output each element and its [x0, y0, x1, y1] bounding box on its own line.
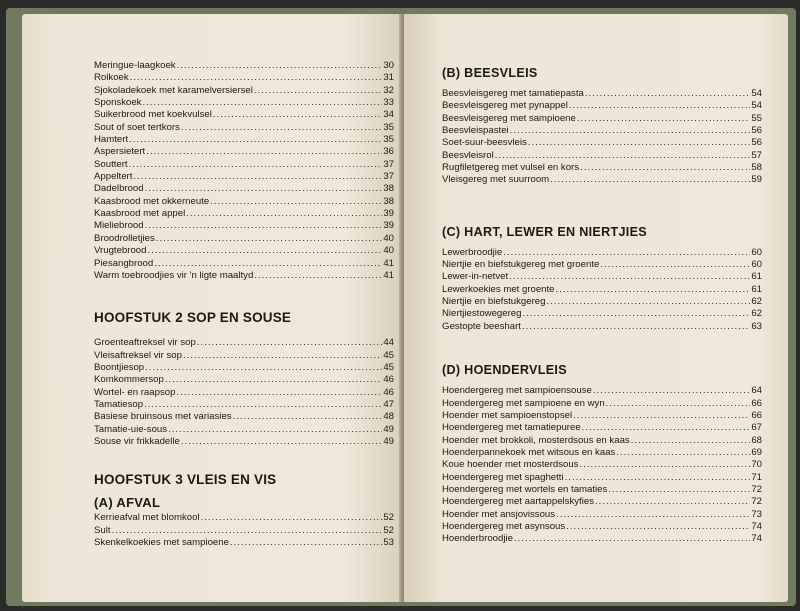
- section-c-entries: [442, 247, 762, 333]
- toc-entry-page: 66: [751, 409, 762, 421]
- toc-entry: [94, 233, 394, 245]
- toc-entry-page: 41: [383, 257, 394, 269]
- toc-entry-title: Sout of soet tertkors: [94, 121, 180, 133]
- toc-entry: [94, 60, 394, 72]
- toc-entry-title: Appeltert: [94, 171, 133, 183]
- toc-entry: [94, 337, 394, 349]
- toc-entry-title: Beesvleisrol: [442, 149, 494, 161]
- dot-leader: [556, 284, 751, 296]
- toc-entry: [94, 424, 394, 436]
- dot-leader: [130, 72, 383, 84]
- toc-entry-title: Mieliebrood: [94, 220, 144, 232]
- dot-leader: [522, 308, 750, 320]
- dot-leader: [514, 533, 750, 545]
- dot-leader: [186, 208, 382, 220]
- toc-entry-title: Tamatiesop: [94, 398, 144, 410]
- dot-leader: [580, 459, 751, 471]
- toc-entry-title: Vleisaftreksel vir sop: [94, 349, 182, 361]
- section-b-entries: [442, 88, 762, 187]
- toc-entry: [94, 374, 394, 386]
- toc-entry-page: 37: [383, 158, 394, 170]
- toc-entry-page: 52: [383, 512, 394, 524]
- toc-entry-page: 54: [751, 88, 762, 99]
- toc-entry-page: 46: [383, 386, 394, 398]
- dot-leader: [522, 321, 750, 333]
- toc-entry-title: Koue hoender met mosterdsous: [442, 459, 579, 471]
- toc-entry-page: 59: [751, 174, 762, 186]
- toc-entry-title: Warm toebroodjies vir 'n ligte maaltyd: [94, 269, 254, 281]
- toc-entry: [442, 484, 762, 496]
- dot-leader: [556, 509, 750, 521]
- toc-entry: [94, 270, 394, 282]
- toc-entry: [442, 472, 762, 484]
- toc-entry-page: 54: [751, 100, 762, 112]
- toc-entry-title: Sjokoladekoek met karamelversiersel: [94, 84, 253, 96]
- toc-entry-page: 44: [383, 337, 394, 349]
- toc-entry-title: Hoendergereg met tamatiepuree: [442, 422, 581, 434]
- toc-entry-title: Hoender met ansjovissous: [442, 508, 556, 520]
- toc-entry-page: 34: [383, 109, 394, 121]
- toc-entry-title: Hoendergereg met sampioensouse: [442, 385, 592, 397]
- toc-entry: [94, 411, 394, 423]
- toc-entry: [94, 183, 394, 195]
- chapter-3-heading: HOOFSTUK 3 VLEIS EN VIS: [94, 472, 277, 488]
- dot-leader: [580, 162, 750, 174]
- toc-entry-title: Broodrolletjies: [94, 232, 155, 244]
- toc-entry: [442, 125, 762, 137]
- toc-entry-page: 39: [383, 220, 394, 232]
- toc-entry-title: Niertjie en biefstukgereg: [442, 296, 546, 308]
- toc-entry-title: Beesvleisgereg met sampioene: [442, 112, 576, 124]
- dot-leader: [129, 134, 382, 146]
- toc-entry: [442, 162, 762, 174]
- toc-entry-page: 74: [751, 520, 762, 532]
- dot-leader: [550, 174, 750, 186]
- toc-entry-title: Hoenderpannekoek met witsous en kaas: [442, 446, 616, 458]
- toc-entry-page: 35: [383, 121, 394, 133]
- toc-entry-page: 30: [383, 60, 394, 71]
- toc-entry-page: 37: [383, 171, 394, 183]
- chapter-2-entries: [94, 337, 394, 448]
- toc-entry: [94, 97, 394, 109]
- toc-entry-title: Niertjie en biefstukgereg met groente: [442, 259, 600, 271]
- toc-entry-page: 60: [751, 246, 762, 258]
- toc-entry: [442, 247, 762, 259]
- toc-entry-page: 66: [751, 397, 762, 409]
- toc-entry-title: Kaasbrood met okkerneute: [94, 195, 210, 207]
- dot-leader: [233, 411, 383, 423]
- toc-entry: [442, 459, 762, 471]
- toc-entry-page: 36: [383, 146, 394, 158]
- toc-entry-title: Hoendergereg met wortels en tamaties: [442, 483, 608, 495]
- toc-entry: [442, 447, 762, 459]
- toc-entry: [442, 422, 762, 434]
- toc-entry-title: Vleisgereg met suurroom: [442, 174, 550, 186]
- toc-entry-title: Hoender met sampioenstopsel: [442, 409, 573, 421]
- toc-entry-title: Beesvleisgereg met tamatiepasta: [442, 88, 584, 99]
- dot-leader: [165, 374, 382, 386]
- dot-leader: [156, 233, 383, 245]
- toc-entry-page: 60: [751, 259, 762, 271]
- toc-entry-title: Beesvleisgereg met pynappel: [442, 100, 568, 112]
- toc-entry: [442, 296, 762, 308]
- toc-entry: [94, 220, 394, 232]
- chapter-2-heading: HOOFSTUK 2 SOP EN SOUSE: [94, 310, 292, 326]
- dot-leader: [582, 422, 751, 434]
- toc-entry: [442, 271, 762, 283]
- dot-leader: [133, 171, 382, 183]
- section-d-entries: [442, 385, 762, 545]
- toc-entry-page: 70: [751, 459, 762, 471]
- toc-entry-page: 67: [751, 422, 762, 434]
- toc-entry-page: 47: [383, 398, 394, 410]
- dot-leader: [600, 259, 750, 271]
- section-a-entries: [94, 512, 394, 549]
- toc-entry-title: Komkommersop: [94, 374, 164, 386]
- dot-leader: [573, 410, 750, 422]
- toc-entry-page: 61: [751, 271, 762, 283]
- toc-entry-page: 72: [751, 496, 762, 508]
- dot-leader: [585, 88, 750, 100]
- toc-entry-page: 48: [383, 411, 394, 423]
- dot-leader: [145, 220, 383, 232]
- toc-entry: [442, 533, 762, 545]
- toc-entry-page: 35: [383, 134, 394, 146]
- toc-entry: [442, 113, 762, 125]
- dot-leader: [509, 271, 750, 283]
- dot-leader: [183, 350, 382, 362]
- toc-entry: [442, 435, 762, 447]
- dot-leader: [608, 484, 750, 496]
- toc-entry: [94, 146, 394, 158]
- dot-leader: [577, 113, 750, 125]
- toc-entry-page: 57: [751, 149, 762, 161]
- toc-entry: [442, 496, 762, 508]
- dot-leader: [595, 496, 750, 508]
- dot-leader: [230, 537, 382, 549]
- toc-entry: [442, 284, 762, 296]
- toc-entry: [94, 134, 394, 146]
- toc-entry-title: Hoendergereg met aartappelskyfies: [442, 496, 594, 508]
- toc-entry-page: 56: [751, 137, 762, 149]
- toc-entry-title: Rolkoek: [94, 72, 129, 84]
- toc-entry: [94, 525, 394, 537]
- toc-entry-page: 71: [751, 471, 762, 483]
- left-page: [22, 14, 402, 602]
- toc-entry-page: 62: [751, 296, 762, 308]
- dot-leader: [147, 245, 382, 257]
- toc-entry: [442, 259, 762, 271]
- toc-entry-page: 45: [383, 361, 394, 373]
- dot-leader: [631, 435, 751, 447]
- toc-entry-page: 69: [751, 446, 762, 458]
- toc-entry: [94, 171, 394, 183]
- toc-entry-page: 63: [751, 320, 762, 332]
- toc-entry: [94, 245, 394, 257]
- toc-entry: [442, 321, 762, 333]
- toc-entry-title: Rugfiletgereg met vulsel en kors: [442, 162, 580, 174]
- dot-leader: [142, 97, 382, 109]
- toc-entry-page: 68: [751, 434, 762, 446]
- dot-leader: [168, 424, 382, 436]
- dot-leader: [144, 399, 382, 411]
- toc-entry-title: Kerrieafval met blomkool: [94, 512, 200, 524]
- dot-leader: [569, 100, 750, 112]
- toc-entry-title: Basiese bruinsous met variasies: [94, 411, 232, 423]
- toc-entry-title: Tamatie-uie-sous: [94, 423, 168, 435]
- dot-leader: [197, 337, 382, 349]
- toc-entry-page: 40: [383, 245, 394, 257]
- toc-entry: [94, 72, 394, 84]
- toc-entry-page: 38: [383, 195, 394, 207]
- toc-entry: [94, 350, 394, 362]
- right-page: [404, 14, 788, 602]
- toc-entry-page: 32: [383, 84, 394, 96]
- toc-entry-page: 73: [751, 508, 762, 520]
- toc-entry: [94, 159, 394, 171]
- toc-entry-title: Niertjiestowegereg: [442, 308, 522, 320]
- toc-entry: [94, 85, 394, 97]
- toc-entry: [94, 512, 394, 524]
- toc-entry-title: Suikerbrood met koekvulsel: [94, 109, 212, 121]
- dot-leader: [145, 362, 382, 374]
- dot-leader: [546, 296, 750, 308]
- toc-entry-page: 53: [383, 536, 394, 548]
- toc-entry: [442, 88, 762, 100]
- dot-leader: [181, 122, 382, 134]
- toc-entry-page: 39: [383, 208, 394, 220]
- toc-entry: [94, 196, 394, 208]
- toc-entry: [442, 150, 762, 162]
- toc-entry-page: 49: [383, 423, 394, 435]
- toc-entry-title: Piesangbrood: [94, 257, 154, 269]
- dot-leader: [129, 159, 383, 171]
- left-column: [94, 60, 394, 549]
- toc-entry: [442, 308, 762, 320]
- dot-leader: [510, 125, 751, 137]
- toc-entry-title: Groenteaftreksel vir sop: [94, 337, 196, 349]
- toc-entry: [94, 362, 394, 374]
- toc-entry-page: 64: [751, 385, 762, 397]
- dot-leader: [254, 270, 382, 282]
- toc-entry: [94, 208, 394, 220]
- toc-entry: [94, 436, 394, 448]
- toc-entry-page: 56: [751, 125, 762, 137]
- toc-entry: [94, 399, 394, 411]
- section-c-heading: (C) HART, LEWER EN NIERTJIES: [442, 224, 648, 239]
- toc-entry: [442, 174, 762, 186]
- toc-entry-title: Meringue-laagkoek: [94, 60, 176, 71]
- toc-entry-title: Lewerkoekies met groente: [442, 283, 555, 295]
- dot-leader: [112, 525, 383, 537]
- toc-entry: [94, 109, 394, 121]
- toc-entry-page: 38: [383, 183, 394, 195]
- entries-top: [94, 60, 394, 282]
- toc-entry: [442, 100, 762, 112]
- dot-leader: [254, 85, 382, 97]
- dot-leader: [566, 521, 750, 533]
- toc-entry: [442, 410, 762, 422]
- dot-leader: [213, 109, 382, 121]
- right-column: [442, 66, 762, 546]
- toc-entry-page: 58: [751, 162, 762, 174]
- toc-entry-title: Hoendergereg met spaghetti: [442, 471, 564, 483]
- dot-leader: [616, 447, 750, 459]
- toc-entry-title: Skenkelkoekies met sampioene: [94, 536, 229, 548]
- toc-entry: [94, 537, 394, 549]
- toc-entry-title: Lewer-in-netvet: [442, 271, 509, 283]
- toc-entry-title: Lewerbroodjie: [442, 246, 503, 258]
- dot-leader: [176, 387, 382, 399]
- dot-leader: [201, 512, 383, 524]
- dot-leader: [145, 183, 383, 195]
- toc-entry: [94, 258, 394, 270]
- dot-leader: [565, 472, 751, 484]
- toc-entry-title: Hoender met brokkoli, mosterdsous en kaas: [442, 434, 630, 446]
- toc-entry: [442, 521, 762, 533]
- toc-entry-title: Aspersietert: [94, 146, 146, 158]
- toc-entry-page: 33: [383, 97, 394, 109]
- toc-entry-title: Wortel- en raapsop: [94, 386, 176, 398]
- open-book: [6, 8, 796, 606]
- toc-entry: [442, 398, 762, 410]
- section-b-heading: (B) BEESVLEIS: [442, 66, 538, 80]
- toc-entry-page: 45: [383, 349, 394, 361]
- toc-entry: [94, 387, 394, 399]
- toc-entry-page: 61: [751, 283, 762, 295]
- toc-entry-title: Souttert: [94, 158, 128, 170]
- toc-entry-page: 41: [383, 269, 394, 281]
- toc-entry-page: 46: [383, 374, 394, 386]
- toc-entry: [442, 509, 762, 521]
- toc-entry-title: Hoendergereg met sampioene en wyn: [442, 397, 605, 409]
- toc-entry-title: Beesvleispastei: [442, 125, 509, 137]
- toc-entry-title: Souse vir frikkadelle: [94, 435, 180, 447]
- dot-leader: [503, 247, 750, 259]
- toc-entry-page: 62: [751, 308, 762, 320]
- section-d-heading: (D) HOENDERVLEIS: [442, 363, 567, 378]
- toc-entry-title: Hoenderbroodjie: [442, 533, 513, 545]
- toc-entry-page: 72: [751, 483, 762, 495]
- toc-entry-title: Sponskoek: [94, 97, 142, 109]
- toc-entry-page: 40: [383, 232, 394, 244]
- toc-entry-title: Vrugtebrood: [94, 245, 147, 257]
- toc-entry-page: 74: [751, 533, 762, 545]
- toc-entry-page: 52: [383, 524, 394, 536]
- dot-leader: [181, 436, 382, 448]
- dot-leader: [154, 258, 382, 270]
- dot-leader: [495, 150, 751, 162]
- dot-leader: [528, 137, 751, 149]
- section-a-heading: (A) AFVAL: [94, 495, 161, 511]
- dot-leader: [593, 385, 750, 397]
- dot-leader: [210, 196, 382, 208]
- toc-entry-title: Sult: [94, 524, 111, 536]
- toc-entry: [442, 385, 762, 397]
- dot-leader: [177, 60, 383, 72]
- toc-entry-title: Hamtert: [94, 134, 129, 146]
- toc-entry: [442, 137, 762, 149]
- toc-entry: [94, 122, 394, 134]
- dot-leader: [606, 398, 751, 410]
- toc-entry-title: Boontjiesop: [94, 361, 145, 373]
- toc-entry-page: 31: [383, 72, 394, 84]
- toc-entry-page: 49: [383, 435, 394, 447]
- toc-entry-title: Dadelbrood: [94, 183, 144, 195]
- toc-entry-title: Kaasbrood met appel: [94, 208, 186, 220]
- toc-entry-title: Gestopte beeshart: [442, 320, 521, 332]
- toc-entry-page: 55: [751, 112, 762, 124]
- dot-leader: [146, 146, 382, 158]
- toc-entry-title: Hoendergereg met asynsous: [442, 520, 566, 532]
- toc-entry-title: Soet-suur-beesvleis: [442, 137, 527, 149]
